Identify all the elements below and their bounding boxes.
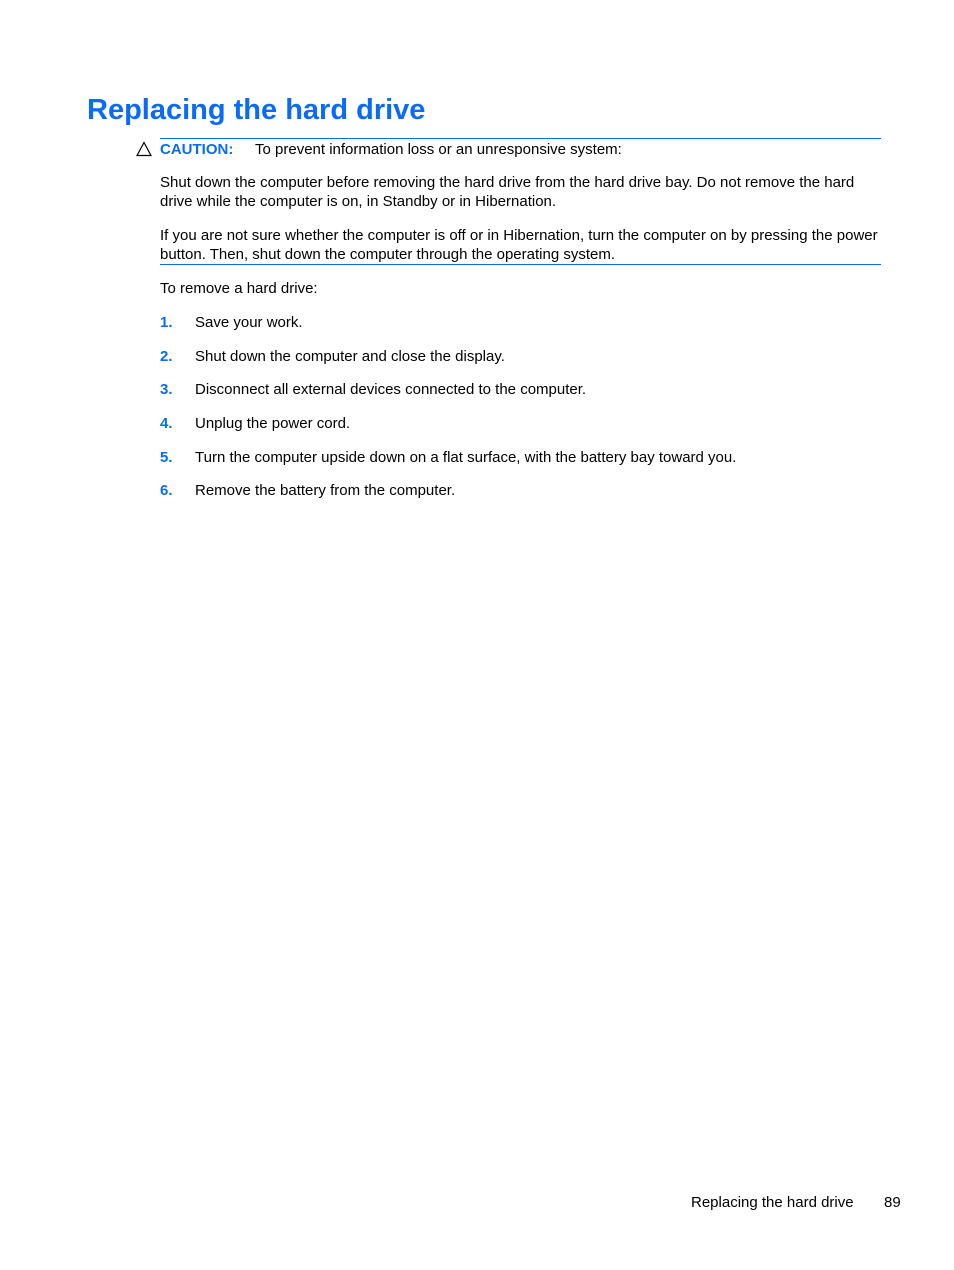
step-text: Unplug the power cord. [195, 415, 351, 432]
step-number: 4. [160, 415, 173, 432]
caution-paragraph-1: Shut down the computer before removing the hard drive from the hard drive bay. Do not remove the hard drive while the computer is on, in Standby or in Hibernation. [160, 174, 855, 210]
step-text: Turn the computer upside down on a flat surface, with the battery bay toward you. [195, 449, 737, 466]
caution-label: CAUTION: [160, 141, 234, 158]
step-number: 2. [160, 348, 173, 365]
step-text: Disconnect all external devices connected to the computer. [195, 381, 587, 398]
footer-page-number: 89 [884, 1194, 901, 1211]
footer-section-title: Replacing the hard drive [691, 1194, 854, 1211]
intro-text: To remove a hard drive: [160, 280, 318, 297]
step-number: 5. [160, 449, 173, 466]
step-number: 6. [160, 482, 173, 499]
caution-heading [160, 140, 622, 160]
step-text: Remove the battery from the computer. [195, 482, 456, 499]
caution-paragraph-2: If you are not sure whether the computer is off or in Hibernation, turn the computer on by pressing the power button. Then, shut down the computer through the operating system. [160, 227, 878, 263]
caution-triangle-icon [136, 141, 152, 157]
step-number: 1. [160, 314, 173, 331]
step-text: Save your work. [195, 314, 303, 331]
step-text: Shut down the computer and close the display. [195, 348, 505, 365]
page-title: Replacing the hard drive [87, 94, 426, 126]
caution-text: To prevent information loss or an unresponsive system: [255, 141, 622, 158]
step-number: 3. [160, 381, 173, 398]
